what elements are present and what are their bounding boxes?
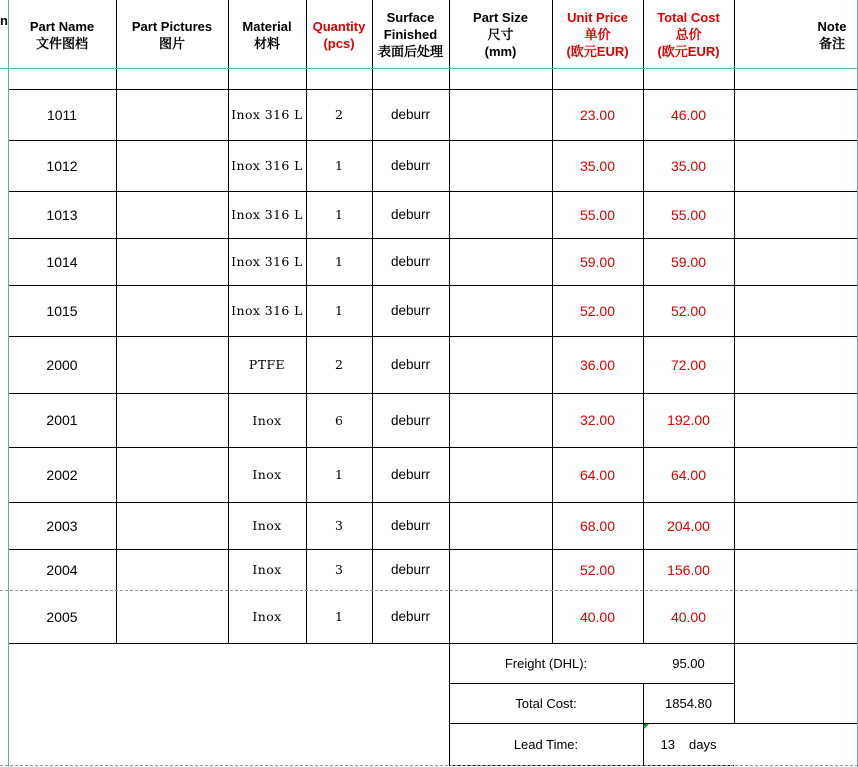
- quantity-cell-text: 3: [335, 518, 343, 533]
- material-label-cn: 材料: [253, 35, 280, 51]
- surface-cell: [372, 336, 449, 393]
- unit-price-cell-text: 23.00: [579, 106, 616, 123]
- row-divider: [8, 238, 858, 239]
- note-label: Note: [817, 18, 847, 34]
- row-divider: [8, 285, 858, 286]
- part-picture-cell: [116, 336, 228, 393]
- unit-price-cell-text: 52.00: [579, 561, 616, 578]
- unit-price-cell: [552, 549, 643, 590]
- unit-price-cell-text: 32.00: [579, 412, 616, 428]
- part-size-cell: [449, 285, 552, 336]
- surface-cell-text: deburr: [390, 467, 431, 482]
- material-cell: [228, 238, 306, 285]
- freight-label-cell: [449, 643, 643, 683]
- quantity-cell: [306, 502, 372, 549]
- unit-price-label: Unit Price: [567, 10, 628, 25]
- column-divider: [734, 0, 735, 643]
- table-row: [0, 590, 858, 643]
- freight-label: Freight (DHL):: [504, 655, 588, 671]
- surface-cell-text: deburr: [390, 207, 431, 222]
- total-cost-label: Total Cost:: [515, 695, 577, 711]
- quantity-cell: [306, 285, 372, 336]
- surface-cell: [372, 590, 449, 643]
- total-cost-cell-text: 40.00: [670, 608, 707, 625]
- quantity-cell-text: 1: [335, 467, 343, 482]
- surface-label-2: Finished: [383, 27, 438, 42]
- quantity-cell-text: 2: [335, 357, 343, 372]
- unit-price-cell: [552, 502, 643, 549]
- unit-price-cell-text: 59.00: [579, 253, 616, 270]
- part-size-cell: [449, 336, 552, 393]
- unit-price-cell-text: [580, 69, 615, 70]
- surface-label-1: Surface: [386, 10, 435, 25]
- part-name-cell-text: 1012: [46, 157, 78, 174]
- lead-time-value-cell: [643, 723, 734, 765]
- total-cost-cell-text: 52.00: [670, 302, 707, 319]
- part-size-unit-label: (mm): [484, 44, 517, 59]
- row-divider: [8, 393, 858, 394]
- part-picture-cell: [116, 89, 228, 140]
- note-cell: [734, 393, 858, 447]
- left-edge-cell: [0, 0, 8, 69]
- total-cost-cell-text: 46.00: [670, 106, 707, 123]
- unit-price-cell: [552, 285, 643, 336]
- quantity-label: Quantity: [312, 18, 366, 34]
- material-cell-text: Inox: [252, 562, 282, 577]
- lead-time-label-cell: [449, 723, 643, 765]
- page-break-line: [0, 590, 858, 591]
- column-divider: [116, 0, 117, 643]
- unit-price-cell: [552, 191, 643, 238]
- total-cost-cell: [643, 191, 734, 238]
- material-cell: [228, 69, 306, 74]
- header-total-cost: [643, 0, 734, 69]
- table-row: [0, 336, 858, 393]
- part-name-cell: [8, 447, 116, 502]
- part-size-cell: [449, 502, 552, 549]
- part-name-cell: [8, 393, 116, 447]
- quantity-cell: [306, 336, 372, 393]
- total-cost-cell-text: 55.00: [670, 206, 707, 223]
- unit-price-cell: [552, 140, 643, 191]
- row-divider: [8, 643, 858, 644]
- freight-value: 95.00: [672, 655, 705, 671]
- part-picture-cell: [116, 238, 228, 285]
- note-cell: [734, 590, 858, 643]
- part-name-cell-text: 2003: [46, 517, 78, 534]
- left-edge-char: n: [0, 13, 8, 28]
- quantity-cell-text: 1: [335, 609, 343, 624]
- table-row: [0, 140, 858, 191]
- part-name-cell: [8, 140, 116, 191]
- quantity-cell: [306, 393, 372, 447]
- part-name-cell-text: 2000: [46, 356, 78, 373]
- part-name-cell-text: 2001: [46, 412, 78, 428]
- quantity-cell-text: 1: [335, 303, 343, 318]
- unit-price-currency-label: (欧元EUR): [566, 44, 629, 59]
- quantity-cell-text: [335, 69, 343, 70]
- part-pictures-label-cn: 图片: [158, 35, 185, 51]
- part-size-label-cn: 尺寸: [487, 27, 514, 42]
- part-picture-cell: [116, 502, 228, 549]
- part-name-cell-text: 2005: [46, 608, 78, 625]
- material-cell-text: Inox 316 L: [231, 158, 303, 173]
- note-cell: [734, 502, 858, 549]
- material-cell: [228, 502, 306, 549]
- header-quantity: [306, 0, 372, 69]
- quantity-cell: [306, 238, 372, 285]
- page-break-line: [0, 765, 858, 766]
- surface-cell-text: deburr: [390, 357, 431, 372]
- total-cost-cell: [643, 590, 734, 643]
- total-cost-currency-label: (欧元EUR): [657, 44, 720, 59]
- material-cell: [228, 447, 306, 502]
- freeze-pane-row-marker: [0, 68, 858, 69]
- surface-cell-text: deburr: [390, 609, 431, 624]
- material-cell: [228, 590, 306, 643]
- unit-price-cell: [552, 393, 643, 447]
- quantity-cell-text: 1: [335, 158, 343, 173]
- table-row: [0, 191, 858, 238]
- note-cell: [734, 140, 858, 191]
- surface-label-cn: 表面后处理: [377, 44, 443, 59]
- total-cost-cell-text: 64.00: [670, 466, 707, 483]
- row-divider: [8, 502, 858, 503]
- part-size-cell: [449, 191, 552, 238]
- part-name-cell-text: 2002: [46, 466, 78, 483]
- total-cost-cell: [643, 447, 734, 502]
- part-name-cell: [8, 285, 116, 336]
- unit-price-cell-text: 36.00: [579, 356, 616, 373]
- total-cost-cell-text: 192.00: [667, 412, 710, 428]
- surface-cell: [372, 285, 449, 336]
- part-name-label-cn: 文件图档: [35, 35, 88, 51]
- column-divider: [552, 0, 553, 643]
- table-row: [0, 89, 858, 140]
- table-row: [0, 238, 858, 285]
- row-divider: [8, 549, 858, 550]
- surface-cell-text: deburr: [390, 107, 431, 122]
- footer-divider: [449, 723, 858, 724]
- total-cost-cell: [643, 549, 734, 590]
- note-cell: [734, 89, 858, 140]
- surface-cell-text: deburr: [390, 412, 431, 428]
- quantity-cell-text: 1: [335, 254, 343, 269]
- header-note: [734, 0, 858, 69]
- part-size-cell: [449, 393, 552, 447]
- quantity-cell: [306, 549, 372, 590]
- footer-divider: [734, 643, 735, 723]
- lead-time-unit: days: [689, 736, 717, 752]
- unit-price-cell-text: 64.00: [579, 466, 616, 483]
- material-cell: [228, 140, 306, 191]
- total-cost-cell: [643, 140, 734, 191]
- total-cost-cell-text: 72.00: [670, 356, 707, 373]
- part-size-label: Part Size: [473, 10, 528, 25]
- total-cost-cell-text: [667, 69, 710, 70]
- part-size-cell: [449, 140, 552, 191]
- surface-cell: [372, 69, 449, 74]
- header-unit-price: [552, 0, 643, 69]
- quantity-cell-text: 2: [335, 107, 343, 122]
- surface-cell: [372, 89, 449, 140]
- footer-divider: [449, 683, 734, 684]
- table-row: [0, 447, 858, 502]
- surface-cell: [372, 447, 449, 502]
- quantity-unit-label: (pcs): [323, 35, 355, 51]
- error-indicator-icon: [644, 724, 649, 729]
- part-name-cell: [8, 69, 116, 74]
- total-cost-cell: [643, 89, 734, 140]
- part-size-cell: [449, 238, 552, 285]
- surface-cell: [372, 191, 449, 238]
- footer-divider: [449, 643, 450, 765]
- total-cost-cell: [643, 69, 734, 74]
- part-name-cell-text: 1014: [46, 253, 78, 270]
- surface-cell: [372, 549, 449, 590]
- surface-cell: [372, 140, 449, 191]
- quantity-cell-text: 6: [335, 412, 343, 428]
- part-name-cell: [8, 89, 116, 140]
- quantity-cell: [306, 69, 372, 74]
- part-name-cell-text: 1011: [46, 106, 78, 123]
- material-cell-text: Inox: [252, 467, 282, 482]
- surface-cell-text: deburr: [390, 254, 431, 269]
- part-name-cell: [8, 238, 116, 285]
- quantity-cell-text: 1: [335, 207, 343, 222]
- note-cell: [734, 238, 858, 285]
- part-name-cell: [8, 502, 116, 549]
- unit-price-cell-text: 35.00: [579, 157, 616, 174]
- total-cost-value: 1854.80: [665, 695, 712, 711]
- column-divider: [372, 0, 373, 643]
- note-cell: [734, 285, 858, 336]
- lead-time-value: 13: [660, 736, 675, 752]
- surface-cell: [372, 238, 449, 285]
- part-name-cell: [8, 590, 116, 643]
- total-cost-cell-text: 204.00: [667, 517, 710, 534]
- part-picture-cell: [116, 393, 228, 447]
- clipped-row-1010: [0, 69, 858, 89]
- freight-value-cell: [643, 643, 734, 683]
- total-cost-label-cell: [449, 683, 643, 723]
- note-cell: [734, 549, 858, 590]
- lead-time-label: Lead Time:: [513, 736, 579, 752]
- part-name-label: Part Name: [29, 18, 95, 34]
- column-divider: [228, 0, 229, 643]
- quantity-cell: [306, 191, 372, 238]
- material-cell: [228, 191, 306, 238]
- part-picture-cell: [116, 285, 228, 336]
- part-name-cell-text: [46, 69, 77, 70]
- unit-price-cell-text: 68.00: [579, 517, 616, 534]
- quantity-cell: [306, 590, 372, 643]
- total-cost-cell-text: 156.00: [667, 561, 710, 578]
- part-picture-cell: [116, 590, 228, 643]
- unit-price-cell-text: 40.00: [579, 608, 616, 625]
- quantity-cell: [306, 140, 372, 191]
- total-cost-cell: [643, 502, 734, 549]
- unit-price-cell-text: 52.00: [579, 302, 616, 319]
- row-divider: [8, 89, 858, 90]
- surface-cell-text: deburr: [390, 562, 431, 577]
- row-divider: [8, 447, 858, 448]
- unit-price-cell: [552, 89, 643, 140]
- material-cell-text: Inox: [252, 518, 282, 533]
- unit-price-cell: [552, 336, 643, 393]
- part-name-cell-text: 2004: [46, 561, 78, 578]
- surface-cell: [372, 502, 449, 549]
- part-pictures-label: Part Pictures: [131, 18, 213, 34]
- freeze-pane-column-marker: [8, 0, 9, 767]
- total-cost-cell-text: 35.00: [670, 157, 707, 174]
- note-cell: [734, 191, 858, 238]
- total-cost-cell: [643, 238, 734, 285]
- surface-cell-text: deburr: [390, 158, 431, 173]
- row-divider: [8, 140, 858, 141]
- note-cell: [734, 447, 858, 502]
- unit-price-cell: [552, 447, 643, 502]
- material-cell: [228, 393, 306, 447]
- table-row: [0, 549, 858, 590]
- surface-cell-text: [391, 69, 430, 70]
- unit-price-label-cn: 单价: [584, 27, 611, 42]
- unit-price-cell: [552, 590, 643, 643]
- part-size-cell: [449, 447, 552, 502]
- total-cost-cell-text: 59.00: [670, 253, 707, 270]
- part-name-cell-text: 1013: [46, 206, 78, 223]
- material-cell: [228, 285, 306, 336]
- material-cell-text: [231, 69, 303, 70]
- material-cell-text: Inox 316 L: [231, 303, 303, 318]
- surface-cell-text: deburr: [390, 303, 431, 318]
- material-cell-text: Inox 316 L: [231, 107, 303, 122]
- header-surface-finished: [372, 0, 449, 69]
- material-cell: [228, 549, 306, 590]
- header-material: [228, 0, 306, 69]
- header-part-size: [449, 0, 552, 69]
- part-name-cell: [8, 549, 116, 590]
- part-size-cell: [449, 89, 552, 140]
- part-size-cell: [449, 549, 552, 590]
- material-cell-text: Inox: [252, 609, 282, 624]
- material-cell-text: Inox 316 L: [231, 207, 303, 222]
- part-size-cell: [449, 590, 552, 643]
- material-cell-text: Inox 316 L: [231, 254, 303, 269]
- quantity-cell: [306, 447, 372, 502]
- part-name-cell: [8, 336, 116, 393]
- column-divider: [643, 0, 644, 643]
- column-divider: [306, 0, 307, 643]
- header-part-name: [8, 0, 116, 69]
- part-name-cell-text: 1015: [46, 302, 78, 319]
- unit-price-cell: [552, 238, 643, 285]
- table-row: [0, 502, 858, 549]
- part-picture-cell: [116, 549, 228, 590]
- surface-cell-text: deburr: [390, 518, 431, 533]
- total-cost-label: Total Cost: [657, 10, 720, 25]
- row-divider: [8, 191, 858, 192]
- header-part-pictures: [116, 0, 228, 69]
- surface-cell: [372, 393, 449, 447]
- material-cell-text: PTFE: [248, 357, 286, 372]
- unit-price-cell: [552, 69, 643, 74]
- part-picture-cell: [116, 140, 228, 191]
- quantity-cell: [306, 89, 372, 140]
- material-label: Material: [242, 18, 292, 34]
- total-cost-cell: [643, 336, 734, 393]
- note-label-cn: 备注: [818, 35, 845, 51]
- part-name-cell: [8, 191, 116, 238]
- part-picture-cell: [116, 191, 228, 238]
- material-cell-text: Inox: [252, 412, 282, 428]
- total-cost-cell: [643, 393, 734, 447]
- material-cell: [228, 89, 306, 140]
- material-cell: [228, 336, 306, 393]
- part-picture-cell: [116, 447, 228, 502]
- total-cost-label-cn: 总价: [675, 27, 702, 42]
- unit-price-cell-text: 55.00: [579, 206, 616, 223]
- column-divider: [449, 0, 450, 643]
- table-row: [0, 285, 858, 336]
- row-divider: [8, 336, 858, 337]
- total-cost-value-cell: [643, 683, 734, 723]
- note-cell: [734, 336, 858, 393]
- table-row: [0, 393, 858, 447]
- quantity-cell-text: 3: [335, 562, 343, 577]
- total-cost-cell: [643, 285, 734, 336]
